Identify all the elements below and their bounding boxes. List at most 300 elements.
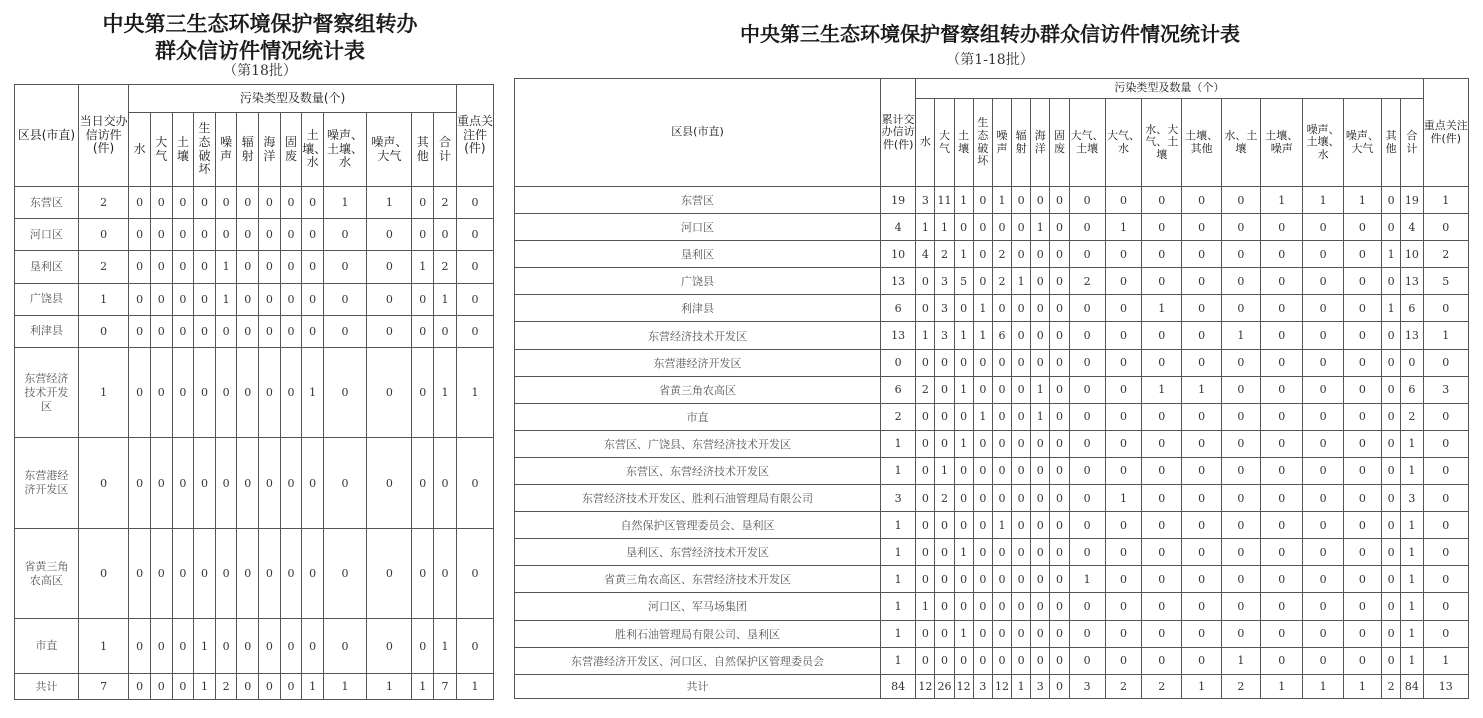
value-cell: 0 [1303,593,1343,620]
value-cell: 0 [1105,349,1141,376]
value-cell: 2 [78,187,128,219]
pollution-type-col-header: 土壤、水 [302,113,324,187]
value-cell: 0 [280,219,302,251]
value-cell: 0 [1069,620,1105,647]
value-cell: 13 [1401,322,1423,349]
value-cell: 13 [1423,674,1468,698]
value-cell: 0 [1182,214,1221,241]
pollution-type-col-header: 噪声、大气 [1343,99,1381,187]
value-cell: 1 [323,673,366,699]
district-name-cell: 自然保护区管理委员会、垦利区 [515,512,881,539]
value-cell: 1 [1142,295,1182,322]
value-cell: 0 [237,619,259,673]
value-cell: 0 [129,528,151,619]
district-name-cell: 省黄三角农高区、东营经济技术开发区 [515,566,881,593]
value-cell: 0 [1382,403,1401,430]
district-name-cell: 东营区、东营经济技术开发区 [515,457,881,484]
value-cell: 0 [1343,295,1381,322]
table-row [15,251,494,283]
value-cell: 0 [916,268,935,295]
value-cell: 0 [412,438,434,529]
right-title: 中央第三生态环境保护督察组转办群众信访件情况统计表 [740,22,1240,46]
value-cell: 0 [1423,593,1468,620]
value-cell: 0 [1050,403,1069,430]
value-cell: 1 [1423,322,1468,349]
value-cell: 1 [1031,376,1050,403]
district-header: 区县(市直) [515,79,881,187]
table-row [515,593,1469,620]
value-cell: 0 [1031,241,1050,268]
value-cell: 0 [1105,647,1141,674]
value-cell: 1 [880,620,915,647]
value-cell: 26 [935,674,954,698]
district-name-cell: 东营区、广饶县、东营经济技术开发区 [515,430,881,457]
value-cell: 0 [1142,457,1182,484]
value-cell: 1 [1031,214,1050,241]
value-cell: 0 [172,283,194,315]
value-cell: 1 [456,673,493,699]
value-cell: 0 [367,619,412,673]
value-cell: 0 [1423,539,1468,566]
value-cell: 1 [880,539,915,566]
value-cell: 0 [1423,566,1468,593]
value-cell: 0 [1182,268,1221,295]
value-cell: 0 [1142,539,1182,566]
value-cell: 0 [280,438,302,529]
value-cell: 0 [456,251,493,283]
pollution-type-col-header: 大气 [150,113,172,187]
value-cell: 0 [973,241,992,268]
value-cell: 2 [935,241,954,268]
value-cell: 0 [1303,214,1343,241]
value-cell: 1 [215,251,237,283]
district-name-cell: 共计 [515,674,881,698]
value-cell: 0 [456,283,493,315]
pollution-type-col-header: 合计 [1401,99,1423,187]
district-name-cell: 垦利区 [515,241,881,268]
value-cell: 1 [973,322,992,349]
value-cell: 1 [916,593,935,620]
value-cell: 0 [259,528,281,619]
value-cell: 1 [954,376,973,403]
value-cell: 0 [280,187,302,219]
value-cell: 1 [302,673,324,699]
value-cell: 0 [992,403,1011,430]
pollution-type-header: 污染类型及数量（个） [916,79,1423,99]
value-cell: 0 [1423,620,1468,647]
value-cell: 0 [1182,593,1221,620]
value-cell: 0 [172,315,194,347]
pollution-type-col-header: 噪声 [215,113,237,187]
value-cell: 0 [1069,512,1105,539]
value-cell: 1 [78,347,128,438]
value-cell: 0 [1382,349,1401,376]
value-cell: 0 [78,438,128,529]
value-cell: 0 [1382,620,1401,647]
value-cell: 0 [302,315,324,347]
value-cell: 0 [1382,512,1401,539]
value-cell: 0 [992,485,1011,512]
value-cell: 1 [880,430,915,457]
value-cell: 0 [412,219,434,251]
value-cell: 1 [1401,430,1423,457]
value-cell: 0 [1050,187,1069,214]
value-cell: 0 [1401,349,1423,376]
value-cell: 0 [367,251,412,283]
district-name-cell: 河口区 [15,219,79,251]
value-cell: 1 [954,322,973,349]
value-cell: 0 [1031,512,1050,539]
value-cell: 0 [992,457,1011,484]
value-cell: 0 [1031,457,1050,484]
district-name-cell: 省黄三角农高区 [515,376,881,403]
value-cell: 0 [1343,268,1381,295]
value-cell: 1 [880,593,915,620]
value-cell: 0 [259,283,281,315]
value-cell: 0 [215,438,237,529]
value-cell: 1 [880,512,915,539]
value-cell: 0 [916,512,935,539]
pollution-type-col-header: 水 [129,113,151,187]
value-cell: 0 [1012,430,1031,457]
value-cell: 0 [973,376,992,403]
value-cell: 0 [1142,322,1182,349]
table-row [15,438,494,529]
value-cell: 0 [1012,457,1031,484]
value-cell: 0 [1343,322,1381,349]
value-cell: 0 [1050,376,1069,403]
value-cell: 0 [1382,566,1401,593]
value-cell: 0 [954,647,973,674]
value-cell: 0 [367,438,412,529]
value-cell: 1 [880,647,915,674]
pollution-type-header: 污染类型及数量(个) [129,85,457,113]
value-cell: 0 [1142,349,1182,376]
value-cell: 1 [323,187,366,219]
value-cell: 0 [172,219,194,251]
value-cell: 0 [954,593,973,620]
left-subtitle: （第18批） [223,63,297,79]
value-cell: 0 [1382,376,1401,403]
value-cell: 0 [215,619,237,673]
value-cell: 2 [1401,403,1423,430]
value-cell: 0 [1343,457,1381,484]
value-cell: 0 [1069,214,1105,241]
value-cell: 0 [259,673,281,699]
value-cell: 0 [1012,593,1031,620]
value-cell: 0 [194,219,216,251]
value-cell: 0 [1105,539,1141,566]
value-cell: 0 [916,403,935,430]
table-row [515,268,1469,295]
value-cell: 0 [1050,485,1069,512]
value-cell: 0 [1343,512,1381,539]
value-cell: 0 [215,347,237,438]
value-cell: 2 [1221,674,1260,698]
value-cell: 0 [1303,376,1343,403]
value-cell: 0 [456,187,493,219]
value-cell: 0 [367,528,412,619]
value-cell: 2 [78,251,128,283]
pollution-type-col-header: 大气 [935,99,954,187]
value-cell: 0 [412,619,434,673]
value-cell: 0 [916,295,935,322]
value-cell: 1 [954,620,973,647]
value-cell: 2 [880,403,915,430]
district-name-cell: 河口区 [515,214,881,241]
value-cell: 0 [1221,430,1260,457]
table-row [15,347,494,438]
value-cell: 0 [1221,403,1260,430]
value-cell: 0 [215,219,237,251]
value-cell: 0 [1221,485,1260,512]
district-name-cell: 东营港经济开发区、河口区、自然保护区管理委员会 [515,647,881,674]
value-cell: 0 [78,315,128,347]
value-cell: 13 [880,268,915,295]
value-cell: 0 [1012,403,1031,430]
value-cell: 3 [916,187,935,214]
value-cell: 0 [456,528,493,619]
value-cell: 4 [1401,214,1423,241]
value-cell: 0 [1261,295,1303,322]
value-cell: 0 [1303,620,1343,647]
value-cell: 0 [1012,485,1031,512]
value-cell: 0 [1221,620,1260,647]
district-name-cell: 市直 [15,619,79,673]
value-cell: 0 [1221,593,1260,620]
value-cell: 0 [259,187,281,219]
value-cell: 0 [1221,512,1260,539]
value-cell: 0 [1343,647,1381,674]
value-cell: 1 [1401,566,1423,593]
value-cell: 3 [973,674,992,698]
value-cell: 0 [280,347,302,438]
district-name-cell: 胜利石油管理局有限公司、垦利区 [515,620,881,647]
district-name-cell: 东营港经济开发区 [15,438,79,529]
table-row [515,512,1469,539]
value-cell: 0 [1382,457,1401,484]
value-cell: 5 [1423,268,1468,295]
value-cell: 0 [880,349,915,376]
value-cell: 0 [1069,295,1105,322]
value-cell: 0 [1012,295,1031,322]
value-cell: 0 [194,251,216,283]
value-cell: 0 [237,219,259,251]
value-cell: 1 [1221,322,1260,349]
table-row [515,322,1469,349]
value-cell: 0 [323,219,366,251]
value-cell: 0 [129,347,151,438]
value-cell: 0 [1069,539,1105,566]
value-cell: 0 [434,315,457,347]
district-name-cell: 利津县 [15,315,79,347]
value-cell: 1 [1221,647,1260,674]
value-cell: 1 [434,283,457,315]
value-cell: 0 [1050,620,1069,647]
value-cell: 0 [1105,566,1141,593]
value-cell: 0 [1382,268,1401,295]
value-cell: 0 [1105,430,1141,457]
pollution-type-col-header: 水、土壤 [1221,99,1260,187]
value-cell: 0 [1221,214,1260,241]
value-cell: 0 [367,315,412,347]
value-cell: 0 [1105,403,1141,430]
value-cell: 1 [367,673,412,699]
value-cell: 0 [1069,485,1105,512]
value-cell: 0 [1261,349,1303,376]
value-cell: 0 [237,347,259,438]
value-cell: 0 [1142,214,1182,241]
value-cell: 10 [1401,241,1423,268]
value-cell: 0 [237,187,259,219]
value-cell: 1 [880,457,915,484]
value-cell: 2 [1105,674,1141,698]
value-cell: 1 [1182,376,1221,403]
value-cell: 0 [1031,268,1050,295]
value-cell: 0 [280,528,302,619]
value-cell: 0 [1221,268,1260,295]
value-cell: 0 [259,251,281,283]
value-cell: 0 [1142,430,1182,457]
value-cell: 0 [1343,566,1381,593]
value-cell: 0 [259,347,281,438]
value-cell: 0 [1261,620,1303,647]
value-cell: 0 [1382,539,1401,566]
value-cell: 0 [215,315,237,347]
value-cell: 3 [935,295,954,322]
value-cell: 0 [1050,322,1069,349]
value-cell: 1 [1069,566,1105,593]
value-cell: 0 [280,619,302,673]
value-cell: 0 [1343,430,1381,457]
value-cell: 0 [1142,187,1182,214]
value-cell: 0 [1105,593,1141,620]
table-row [515,539,1469,566]
value-cell: 0 [237,438,259,529]
value-cell: 0 [1105,376,1141,403]
value-cell: 1 [1261,674,1303,698]
value-cell: 13 [880,322,915,349]
value-cell: 0 [1182,295,1221,322]
value-cell: 0 [1261,512,1303,539]
value-cell: 1 [1423,647,1468,674]
value-cell: 0 [1303,457,1343,484]
value-cell: 3 [1069,674,1105,698]
value-cell: 0 [1221,241,1260,268]
cumulative-cases-header: 累计交办信访件(件) [880,79,915,187]
value-cell: 0 [1303,512,1343,539]
value-cell: 0 [1105,620,1141,647]
value-cell: 0 [323,619,366,673]
table-row [515,349,1469,376]
value-cell: 1 [78,283,128,315]
value-cell: 0 [280,673,302,699]
value-cell: 0 [1050,674,1069,698]
value-cell: 0 [1050,512,1069,539]
table-row [15,315,494,347]
value-cell: 0 [150,347,172,438]
table-row [515,295,1469,322]
value-cell: 0 [237,251,259,283]
value-cell: 0 [973,566,992,593]
value-cell: 0 [1382,430,1401,457]
value-cell: 1 [215,283,237,315]
value-cell: 0 [1182,187,1221,214]
value-cell: 0 [1221,349,1260,376]
value-cell: 0 [1142,593,1182,620]
table-row [15,187,494,219]
value-cell: 0 [1343,593,1381,620]
value-cell: 0 [1261,485,1303,512]
value-cell: 0 [1031,322,1050,349]
value-cell: 0 [1050,349,1069,376]
value-cell: 1 [302,347,324,438]
value-cell: 0 [1182,241,1221,268]
value-cell: 1 [1423,187,1468,214]
value-cell: 0 [1069,457,1105,484]
left-title-line1: 中央第三生态环境保护督察组转办 [102,12,418,36]
value-cell: 0 [237,283,259,315]
value-cell: 0 [302,438,324,529]
value-cell: 0 [150,619,172,673]
value-cell: 0 [194,438,216,529]
value-cell: 0 [916,539,935,566]
value-cell: 0 [1343,485,1381,512]
value-cell: 1 [1382,241,1401,268]
value-cell: 0 [1069,241,1105,268]
value-cell: 7 [434,673,457,699]
value-cell: 0 [973,647,992,674]
district-name-cell: 东营经济技术开发区 [15,347,79,438]
value-cell: 0 [1343,620,1381,647]
value-cell: 0 [1343,349,1381,376]
value-cell: 0 [1182,457,1221,484]
value-cell: 1 [434,347,457,438]
value-cell: 0 [129,187,151,219]
district-name-cell: 东营经济技术开发区 [515,322,881,349]
value-cell: 1 [412,251,434,283]
value-cell: 0 [1261,322,1303,349]
value-cell: 2 [1382,674,1401,698]
value-cell: 0 [1221,187,1260,214]
value-cell: 0 [973,457,992,484]
value-cell: 0 [954,457,973,484]
value-cell: 0 [1261,376,1303,403]
value-cell: 0 [973,268,992,295]
value-cell: 0 [1105,187,1141,214]
pollution-type-col-header: 合计 [434,113,457,187]
value-cell: 0 [172,347,194,438]
value-cell: 6 [992,322,1011,349]
value-cell: 6 [880,295,915,322]
value-cell: 0 [1012,512,1031,539]
value-cell: 0 [323,438,366,529]
value-cell: 5 [954,268,973,295]
value-cell: 0 [323,283,366,315]
value-cell: 0 [367,283,412,315]
value-cell: 0 [1050,214,1069,241]
value-cell: 0 [215,528,237,619]
value-cell: 0 [129,251,151,283]
value-cell: 4 [880,214,915,241]
value-cell: 1 [954,430,973,457]
right-subtitle: （第1-18批） [946,52,1034,68]
pollution-type-col-header: 大气、水 [1105,99,1141,187]
pollution-type-col-header: 噪声、大气 [367,113,412,187]
value-cell: 0 [172,251,194,283]
value-cell: 0 [194,315,216,347]
value-cell: 0 [954,512,973,539]
